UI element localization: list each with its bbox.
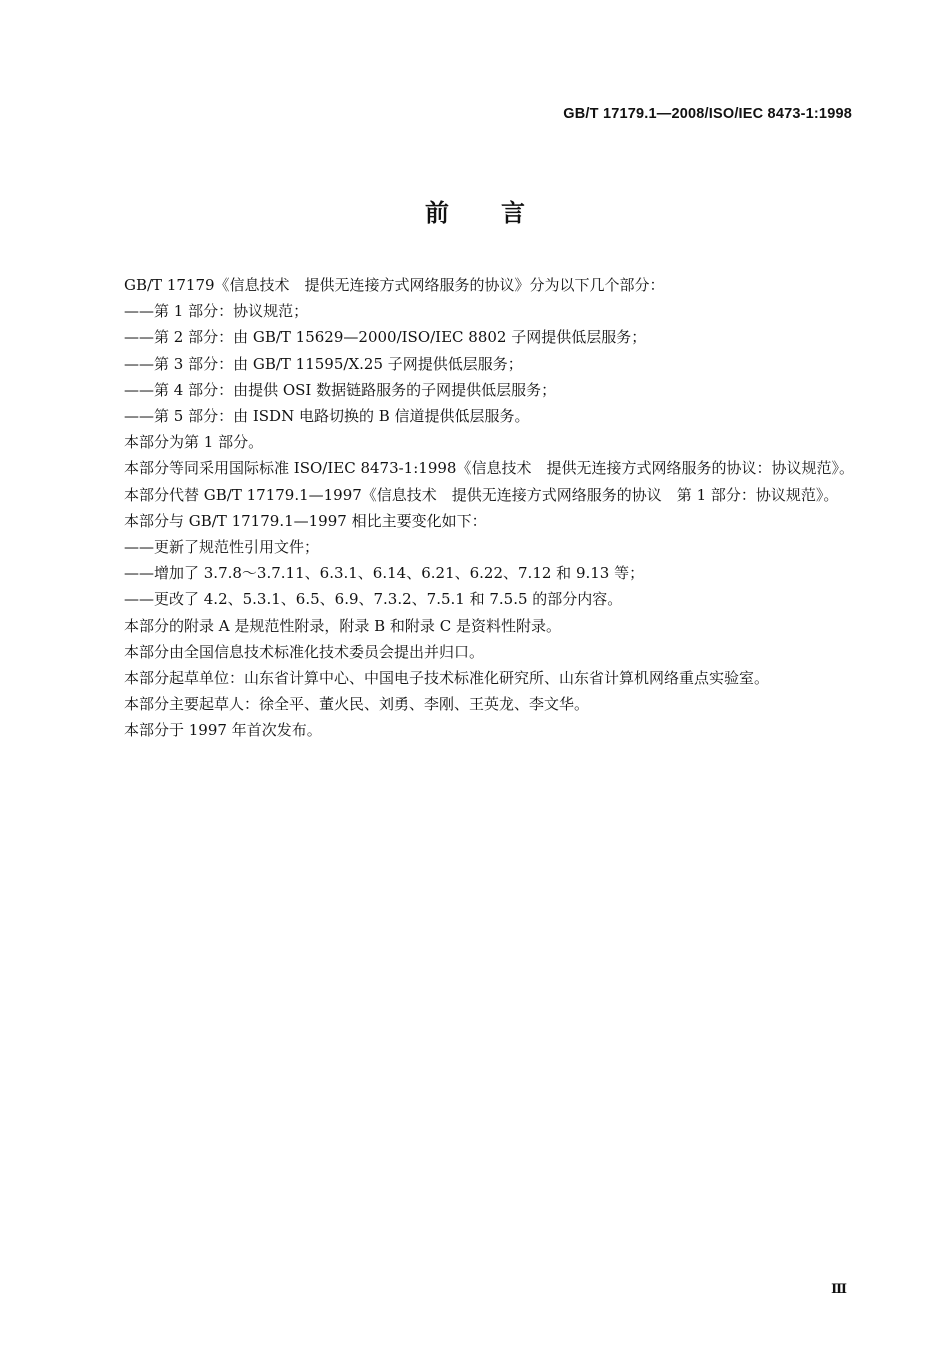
list-item-change-3: ——更改了 4.2、5.3.1、6.5、6.9、7.3.2、7.5.1 和 7.5.5 的部分内容。 <box>124 590 623 609</box>
paragraph-proposed-by: 本部分由全国信息技术标准化技术委员会提出并归口。 <box>124 642 485 661</box>
page-number: Ⅲ <box>831 1282 846 1297</box>
paragraph-drafters: 本部分主要起草人：徐全平、董火民、刘勇、李刚、王英龙、李文华。 <box>124 695 590 714</box>
paragraph-replaces: 本部分代替 GB/T 17179.1—1997《信息技术 提供无连接方式网络服务的协议 第 1 部分：协议规范》。 <box>124 485 839 504</box>
list-item-part-2: ——第 2 部分：由 GB/T 15629—2000/ISO/IEC 8802 子网提供低层服务； <box>124 328 647 347</box>
paragraph-adoption: 本部分等同采用国际标准 ISO/IEC 8473-1:1998《信息技术 提供无连接方式网络服务的协议：协议规范》。 <box>124 459 854 478</box>
list-item-part-1: ——第 1 部分：协议规范； <box>124 302 309 321</box>
list-item-part-3: ——第 3 部分：由 GB/T 11595/X.25 子网提供低层服务； <box>124 354 523 373</box>
paragraph-changes-intro: 本部分与 GB/T 17179.1—1997 相比主要变化如下： <box>124 511 487 530</box>
page-title: 前言 <box>425 199 577 227</box>
list-item-change-1: ——更新了规范性引用文件； <box>124 538 320 557</box>
list-item-part-5: ——第 5 部分：由 ISDN 电路切换的 B 信道提供低层服务。 <box>124 407 530 426</box>
paragraph-drafting-units: 本部分起草单位：山东省计算中心、中国电子技术标准化研究所、山东省计算机网络重点实验室。 <box>124 669 770 688</box>
paragraph-this-part: 本部分为第 1 部分。 <box>124 433 264 452</box>
list-item-part-4: ——第 4 部分：由提供 OSI 数据链路服务的子网提供低层服务； <box>124 380 557 399</box>
paragraph-intro: GB/T 17179《信息技术 提供无连接方式网络服务的协议》分为以下几个部分： <box>124 276 665 294</box>
paragraph-annexes: 本部分的附录 A 是规范性附录，附录 B 和附录 C 是资料性附录。 <box>124 616 561 635</box>
standard-code-header: GB/T 17179.1—2008/ISO/IEC 8473-1:1998 <box>563 106 852 122</box>
foreword-body <box>94 272 856 744</box>
paragraph-first-published: 本部分于 1997 年首次发布。 <box>124 721 322 740</box>
list-item-change-2: ——增加了 3.7.8～3.7.11、6.3.1、6.14、6.21、6.22、7.12 和 9.13 等； <box>124 564 645 583</box>
